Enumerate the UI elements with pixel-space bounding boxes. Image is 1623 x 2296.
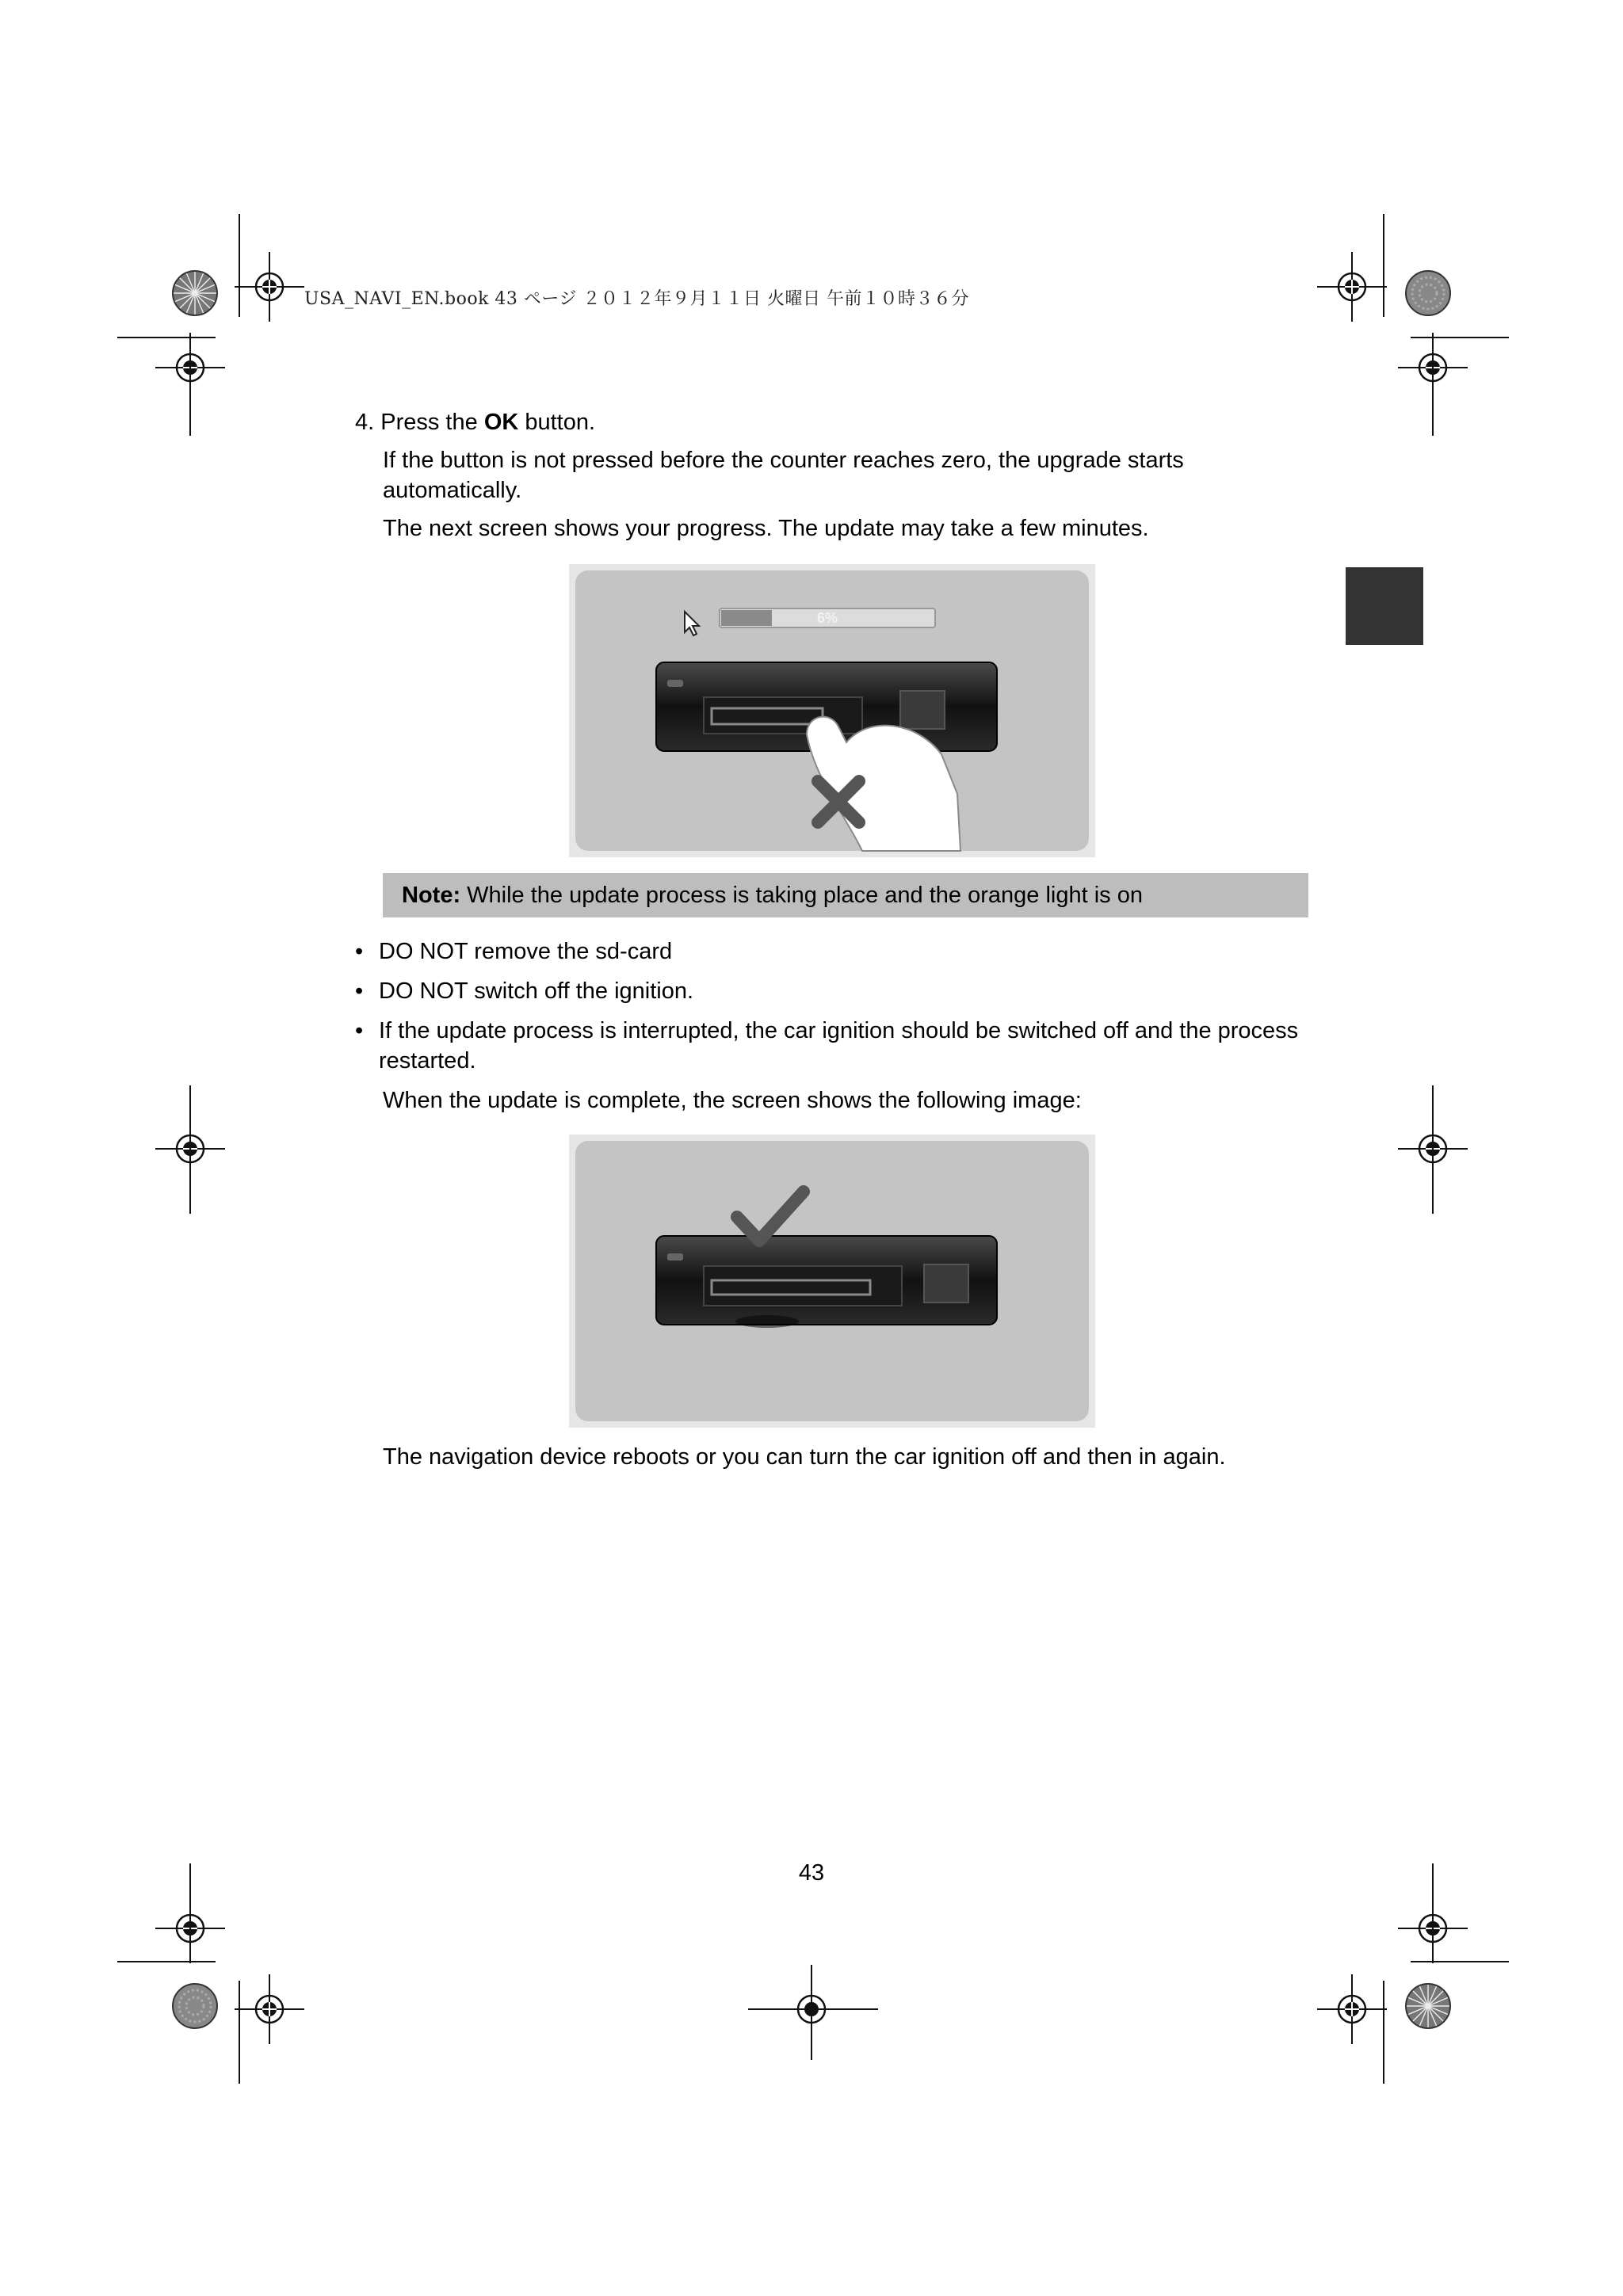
ok-button-name: OK xyxy=(483,410,519,435)
print-header: USA_NAVI_EN.book 43 ページ ２０１２年９月１１日 火曜日 午前１０時３６分 xyxy=(304,289,969,309)
final-paragraph: The navigation device reboots or you can turn the car ignition off and then in again. xyxy=(383,1444,1226,1470)
note-text: While the update process is taking place and the orange light is on xyxy=(460,883,1143,908)
figure-progress-art xyxy=(569,564,1095,857)
step-prefix: Press the xyxy=(380,410,484,435)
step-4 xyxy=(355,407,595,437)
warning-list xyxy=(355,936,1322,1085)
figure-update-progress xyxy=(569,564,1095,857)
list-item: • DO NOT remove the sd-card xyxy=(355,936,1322,967)
list-item: • DO NOT switch off the ignition. xyxy=(355,976,1322,1006)
page-number: 43 xyxy=(798,1860,825,1886)
step-suffix: button. xyxy=(518,410,596,435)
counter-paragraph: If the button is not pressed before the counter reaches zero, the upgrade starts automatically. xyxy=(383,448,1184,503)
chapter-tab-marker xyxy=(1346,567,1423,645)
figure-update-complete xyxy=(569,1135,1095,1428)
list-item: • If the update process is interrupted, the car ignition should be switched off and the process restarted. xyxy=(355,1016,1322,1076)
step-number: 4. xyxy=(355,410,375,435)
note-bar xyxy=(383,873,1308,917)
figure-complete-art xyxy=(569,1135,1095,1428)
progress-paragraph: The next screen shows your progress. The update may take a few minutes. xyxy=(383,516,1149,541)
progress-percent: 6% xyxy=(816,610,838,626)
progress-bar-fill xyxy=(721,610,772,626)
complete-paragraph: When the update is complete, the screen shows the following image: xyxy=(383,1088,1082,1113)
note-label: Note: xyxy=(402,883,461,908)
